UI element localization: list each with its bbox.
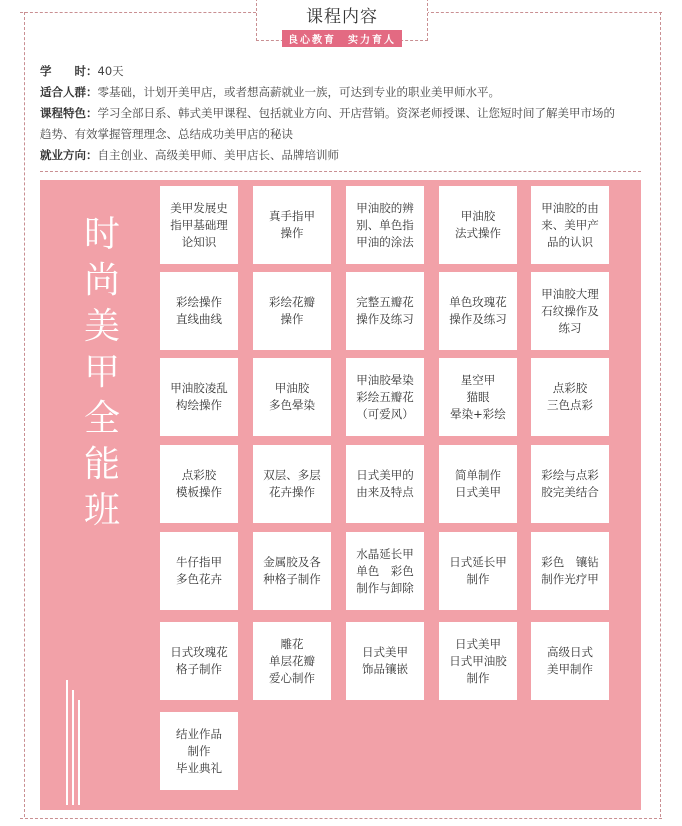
- course-card: 雕花 单层花瓣 爱心制作: [253, 622, 331, 700]
- course-card: 甲油胶大理 石纹操作及 练习: [531, 272, 609, 350]
- course-info: [40, 61, 650, 166]
- course-card: 日式美甲 饰品镶嵌: [346, 622, 424, 700]
- course-title-char: 尚: [83, 260, 120, 301]
- course-card: 水晶延长甲 单色 彩色 制作与卸除: [346, 532, 424, 610]
- course-card: 点彩胶 模板操作: [160, 445, 238, 523]
- decorative-line: [78, 700, 80, 805]
- course-card: 彩绘操作 直线曲线: [160, 272, 238, 350]
- course-card: 点彩胶 三色点彩: [531, 358, 609, 436]
- top-left-divider: [20, 12, 256, 13]
- course-card: 真手指甲 操作: [253, 186, 331, 264]
- course-title-char: 甲: [83, 352, 120, 393]
- info-row-features-cont: 趋势、有效掌握管理理念、总结成功美甲店的秘诀: [40, 127, 293, 141]
- section-header: [256, 0, 428, 46]
- course-card: 高级日式 美甲制作: [531, 622, 609, 700]
- course-title-char: 班: [83, 490, 120, 531]
- course-card: 甲油胶晕染 彩绘五瓣花 （可爱风）: [346, 358, 424, 436]
- course-card: 甲油胶的由 来、美甲产 品的认识: [531, 186, 609, 264]
- course-card: 星空甲 猫眼 晕染+彩绘: [439, 358, 517, 436]
- course-card: 日式玫瑰花 格子制作: [160, 622, 238, 700]
- course-card: 彩绘花瓣 操作: [253, 272, 331, 350]
- course-card: 牛仔指甲 多色花卉: [160, 532, 238, 610]
- left-frame-line: [24, 12, 25, 817]
- decorative-line: [66, 680, 68, 805]
- course-card: 日式美甲 日式甲油胶 制作: [439, 622, 517, 700]
- course-card: 美甲发展史 指甲基础理 论知识: [160, 186, 238, 264]
- section-title: 课程内容: [306, 7, 378, 27]
- course-card: 日式美甲的 由来及特点: [346, 445, 424, 523]
- top-right-divider: [426, 12, 662, 13]
- section-subtitle: 良心教育 实力育人: [282, 30, 402, 47]
- course-card: 简单制作 日式美甲: [439, 445, 517, 523]
- course-card: 金属胶及各 种格子制作: [253, 532, 331, 610]
- course-title-char: 时: [83, 214, 120, 255]
- course-card: 甲油胶凌乱 构绘操作: [160, 358, 238, 436]
- info-row-audience: 适合人群：零基础，计划开美甲店，或者想高薪就业一族，可达到专业的职业美甲师水平。: [40, 85, 500, 99]
- course-card: 日式延长甲 制作: [439, 532, 517, 610]
- info-row-hours: 学 时：40天: [40, 64, 124, 78]
- bottom-frame-line: [20, 818, 662, 819]
- course-vertical-title: [80, 212, 124, 534]
- course-card: 彩绘与点彩 胶完美结合: [531, 445, 609, 523]
- decorative-line: [72, 690, 74, 805]
- course-card: 甲油胶的辨 别、单色指 甲油的涂法: [346, 186, 424, 264]
- course-title-char: 美: [83, 306, 120, 347]
- course-card: 双层、多层 花卉操作: [253, 445, 331, 523]
- panel-top-line: [40, 171, 641, 172]
- course-card: 甲油胶 法式操作: [439, 186, 517, 264]
- course-card: 结业作品 制作 毕业典礼: [160, 712, 238, 790]
- course-title-char: 全: [83, 398, 120, 439]
- course-card: 单色玫瑰花 操作及练习: [439, 272, 517, 350]
- course-card: 完整五瓣花 操作及练习: [346, 272, 424, 350]
- info-row-features: 课程特色：学习全部日系、韩式美甲课程、包括就业方向、开店营销。资深老师授课、让您短时间了解美甲市场的: [40, 106, 615, 120]
- info-row-career: 就业方向：自主创业、高级美甲师、美甲店长、品牌培训师: [40, 148, 339, 162]
- course-card: 甲油胶 多色晕染: [253, 358, 331, 436]
- course-card: 彩色 镶钻 制作光疗甲: [531, 532, 609, 610]
- right-frame-line: [660, 12, 661, 817]
- course-title-char: 能: [83, 444, 120, 485]
